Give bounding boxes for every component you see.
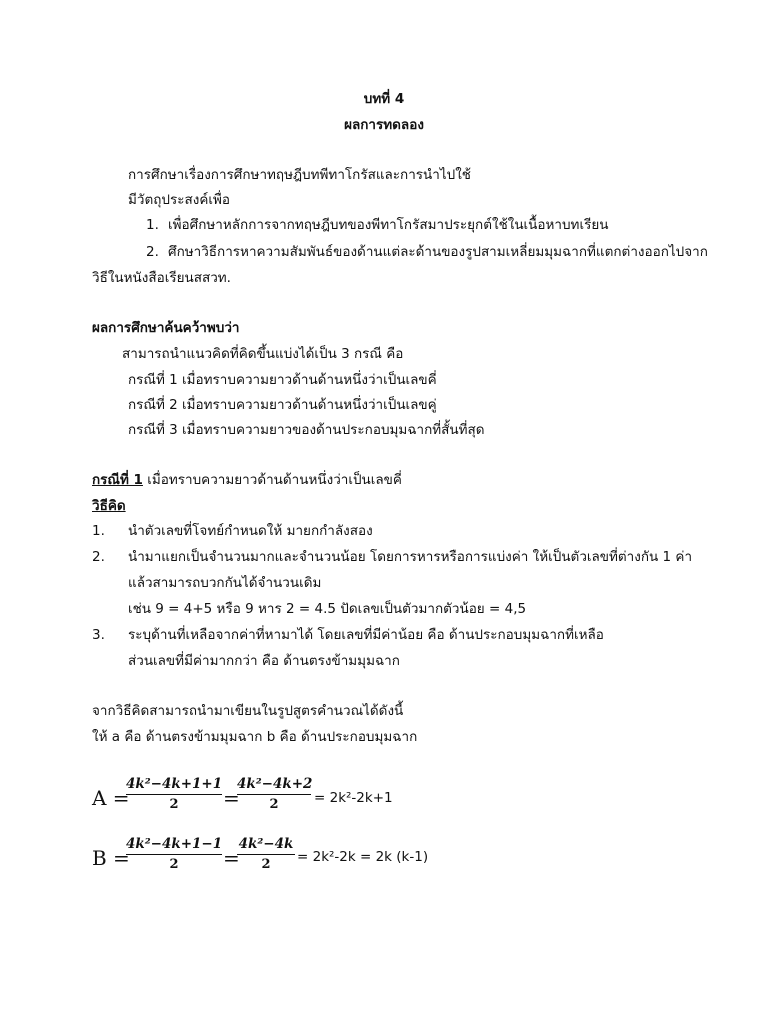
case-list-item: กรณีที่ 3 เมื่อทราบความยาวของด้านประกอบมุมฉากที่สั้นที่สุด [128,422,485,438]
step-text: นำมาแยกเป็นจำนวนมากและจำนวนน้อย โดยการหารหรือการแบ่งค่า ให้เป็นตัวเลขที่ต่างกัน 1 ค่า [128,549,693,565]
objective-text: ศึกษาวิธีการหาความสัมพันธ์ของด้านแต่ละด้านของรูปสามเหลี่ยมมุมฉากที่แตกต่างออกไปจาก [168,244,708,260]
fraction-numerator: 4k²−4k+2 [237,776,313,792]
fraction-denominator: 2 [169,797,179,812]
formula-a-result: = 2k²-2k+1 [314,790,393,806]
findings-heading: ผลการศึกษาค้นคว้าพบว่า [92,320,240,336]
fraction-numerator: 4k²−4k [238,836,294,852]
formula-a-fraction-1 [126,776,222,812]
case-one-heading [92,471,402,489]
step-number: 1. [92,523,105,539]
fraction-bar [126,854,222,855]
formula-b-fraction-1 [126,836,222,872]
fraction-bar [237,794,311,795]
fraction-denominator: 2 [269,797,279,812]
method-heading: วิธีคิด [92,498,126,514]
formula-b-fraction-2 [237,836,295,872]
formula-definition: ให้ a คือ ด้านตรงข้ามมุมฉาก b คือ ด้านประกอบมุมฉาก [92,729,418,745]
intro-line: การศึกษาเรื่องการศึกษาทฤษฎีบทพีทาโกรัสและการนำไปใช้ [128,167,471,183]
objective-number: 1. [146,217,159,233]
step-number: 2. [92,549,105,565]
formula-a-equals: = [223,786,240,810]
formula-b-result: = 2k²-2k = 2k (k-1) [297,849,429,865]
step-example: เช่น 9 = 4+5 หรือ 9 หาร 2 = 4.5 ปัดเลขเป็นตัวมากตัวน้อย = 4,5 [128,601,527,617]
step-text-continued: แล้วสามารถบวกกันได้จำนวนเดิม [128,575,322,591]
objective-text: เพื่อศึกษาหลักการจากทฤษฎีบทของพีทาโกรัสมาประยุกต์ใช้ในเนื้อหาบทเรียน [168,217,609,233]
objective-number: 2. [146,244,159,260]
step-text-continued: ส่วนเลขที่มีค่ามากกว่า คือ ด้านตรงข้ามมุมฉาก [128,653,400,669]
fraction-numerator: 4k²−4k+1+1 [126,776,223,792]
formula-b-equals: = [223,846,240,870]
case-list-item: กรณีที่ 1 เมื่อทราบความยาวด้านด้านหนึ่งว่าเป็นเลขคี่ [128,372,437,388]
step-number: 3. [92,627,105,643]
chapter-number: บทที่ 4 [363,91,405,107]
case-one-title: เมื่อทราบความยาวด้านด้านหนึ่งว่าเป็นเลขคี่ [142,472,402,488]
case-one-label: กรณีที่ 1 [92,472,143,488]
formula-a-lhs: A = [92,786,130,810]
case-list-item: กรณีที่ 2 เมื่อทราบความยาวด้านด้านหนึ่งว่าเป็นเลขคู่ [128,397,437,413]
step-text: ระบุด้านที่เหลือจากค่าที่หามาได้ โดยเลขที่มีค่าน้อย คือ ด้านประกอบมุมฉากที่เหลือ [128,627,604,643]
formula-a-fraction-2 [237,776,311,812]
fraction-bar [237,854,295,855]
chapter-title: ผลการทดลอง [344,117,424,133]
fraction-numerator: 4k²−4k+1−1 [126,836,223,852]
formula-intro: จากวิธีคิดสามารถนำมาเขียนในรูปสูตรคำนวณได้ดังนี้ [92,703,404,719]
fraction-bar [126,794,222,795]
objective-text-continued: วิธีในหนังสือเรียนสสวท. [92,270,231,286]
fraction-denominator: 2 [261,857,271,872]
formula-b-lhs: B = [92,846,130,870]
intro-line: มีวัตถุประสงค์เพื่อ [128,192,230,208]
fraction-denominator: 2 [169,857,179,872]
findings-summary: สามารถนำแนวคิดที่คิดขึ้นแบ่งได้เป็น 3 กรณี คือ [122,346,404,362]
step-text: นำตัวเลขที่โจทย์กำหนดให้ มายกกำลังสอง [128,523,373,539]
